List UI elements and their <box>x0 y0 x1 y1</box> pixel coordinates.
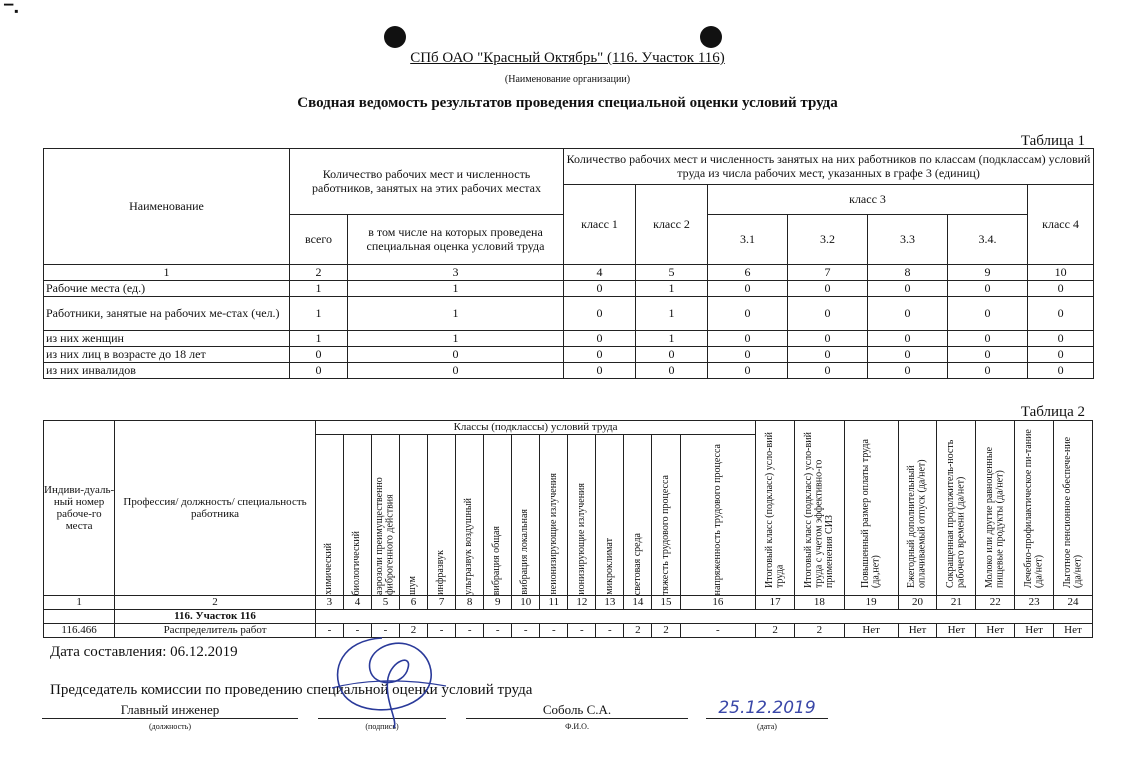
t1-cell: 1 <box>348 281 564 297</box>
t2-col-number: 2 <box>115 596 316 610</box>
t2-col-number: 15 <box>652 596 680 610</box>
t2-header-id: Индиви-дуаль-ный номер рабоче-го места <box>44 421 115 596</box>
t2-col-number: 17 <box>756 596 795 610</box>
t2-cell: - <box>456 624 484 638</box>
t1-cell: 1 <box>636 331 708 347</box>
t2-extra-header: Лечебно-профилактическое пи-тание (да/нет) <box>1015 421 1054 596</box>
t2-extra-header: Льготное пенсионное обеспече-ние (да/нет) <box>1054 421 1093 596</box>
t1-cell: 0 <box>788 281 868 297</box>
t2-extra-header: Сокращенная продолжитель-ность рабочего времени (да/нет) <box>937 421 976 596</box>
t2-factor-header <box>371 435 399 596</box>
table-row <box>44 347 1094 363</box>
t2-factor-header <box>680 435 756 596</box>
t2-cell: - <box>512 624 540 638</box>
t2-col-number: 11 <box>540 596 568 610</box>
t1-cell: 0 <box>636 347 708 363</box>
t1-header-class4: класс 4 <box>1028 185 1094 265</box>
t1-header-including: в том числе на которых проведена специальная оценка условий труда <box>348 215 564 265</box>
t1-header-sub: 3.4. <box>948 215 1028 265</box>
t2-col-number: 5 <box>371 596 399 610</box>
t2-cell: 2 <box>795 624 845 638</box>
date-caption: (дата) <box>757 722 777 731</box>
t1-cell: 0 <box>564 297 636 331</box>
t1-cell: 0 <box>788 347 868 363</box>
t1-header-class2: класс 2 <box>636 185 708 265</box>
t2-cell: Нет <box>844 624 898 638</box>
t2-col-number: 23 <box>1015 596 1054 610</box>
t1-cell: 0 <box>636 363 708 379</box>
document-title: Сводная ведомость результатов проведения специальной оценки условий труда <box>297 95 838 111</box>
t1-cell: 0 <box>788 331 868 347</box>
t1-cell: 0 <box>348 363 564 379</box>
t1-cell: 1 <box>290 297 348 331</box>
t1-header-sub: 3.2 <box>788 215 868 265</box>
t2-cell: Нет <box>898 624 937 638</box>
t2-col-number: 12 <box>568 596 596 610</box>
t2-col-number: 9 <box>484 596 512 610</box>
t2-cell: - <box>428 624 456 638</box>
table-row <box>44 331 1094 347</box>
t2-col-number: 16 <box>680 596 756 610</box>
t2-factor-label: ультразвук воздушный <box>463 498 475 595</box>
t2-col-number: 8 <box>456 596 484 610</box>
t2-cell: 2 <box>400 624 428 638</box>
fio-line <box>466 718 688 719</box>
t1-cell: 0 <box>564 363 636 379</box>
punch-hole <box>700 26 722 48</box>
t2-cell: Нет <box>976 624 1015 638</box>
t2-cell: Нет <box>1015 624 1054 638</box>
t1-cell: 0 <box>708 331 788 347</box>
table-row <box>44 297 1094 331</box>
t2-cell: - <box>680 624 756 638</box>
t2-factor-header <box>484 435 512 596</box>
table-row <box>44 624 1093 638</box>
t2-factor-label: биологический <box>351 530 363 595</box>
t2-profession: Распределитель работ <box>115 624 316 638</box>
commission-chair-title: Председатель комиссии по проведению специальной оценки условий труда <box>50 682 533 698</box>
t1-header-sub: 3.3 <box>868 215 948 265</box>
t1-cell: 0 <box>708 297 788 331</box>
t2-factor-header <box>400 435 428 596</box>
t1-cell: 1 <box>290 331 348 347</box>
t1-cell: 0 <box>868 281 948 297</box>
t1-cell: 0 <box>708 281 788 297</box>
t1-cell: 0 <box>1028 281 1094 297</box>
table2-label: Таблица 2 <box>1020 404 1085 420</box>
t1-cell: 1 <box>636 297 708 331</box>
t2-cell: - <box>484 624 512 638</box>
t1-cell: 1 <box>348 297 564 331</box>
t2-factor-header <box>624 435 652 596</box>
date-line <box>706 718 828 719</box>
t1-cell: 0 <box>290 363 348 379</box>
signed-date: 25.12.2019 <box>718 698 816 718</box>
t1-cell: 0 <box>868 363 948 379</box>
t2-extra-header: Повышенный размер оплаты труда (да,нет) <box>844 421 898 596</box>
t1-cell: 0 <box>708 363 788 379</box>
t2-cell: 2 <box>652 624 680 638</box>
t2-factor-label: тяжесть трудового процесса <box>659 475 671 595</box>
t1-col-number: 5 <box>636 265 708 281</box>
t1-col-number: 3 <box>348 265 564 281</box>
t2-factor-label: аэрозоли преимущественно фиброгенного действия <box>374 477 396 595</box>
t1-col-number: 4 <box>564 265 636 281</box>
t1-header-classes: Количество рабочих мест и численность занятых на них работников по классам (подклассам) условий труда из числа рабочих мест, указанных в графе 3 (единиц) <box>564 149 1094 185</box>
compile-date: Дата составления: 06.12.2019 <box>50 644 238 660</box>
t2-factor-header <box>343 435 371 596</box>
t1-row-name: Работники, занятые на рабочих ме-стах (чел.) <box>44 297 290 331</box>
t1-col-number: 7 <box>788 265 868 281</box>
t1-header-count: Количество рабочих мест и численность работников, занятых на этих рабочих местах <box>290 149 564 215</box>
position-line <box>42 718 298 719</box>
t1-cell: 0 <box>1028 347 1094 363</box>
t2-extra-header: Ежегодный дополнительный оплачиваемый отпуск (да/нет) <box>898 421 937 596</box>
t2-section-empty <box>44 610 115 624</box>
fio-value: Соболь С.А. <box>542 702 612 717</box>
t2-factor-header <box>428 435 456 596</box>
t1-header-sub: 3.1 <box>708 215 788 265</box>
t1-row-name: из них женщин <box>44 331 290 347</box>
signature-caption: (подпись) <box>365 722 399 731</box>
t2-factor-header <box>456 435 484 596</box>
t2-factor-label: ионизирующие излучения <box>575 483 587 595</box>
t2-col-number: 24 <box>1054 596 1093 610</box>
t2-cell: - <box>343 624 371 638</box>
t2-col-number: 6 <box>400 596 428 610</box>
t2-col-number: 4 <box>343 596 371 610</box>
fio-caption: Ф.И.О. <box>565 722 589 731</box>
table-row <box>44 363 1094 379</box>
t1-cell: 0 <box>868 297 948 331</box>
t2-number-row <box>44 596 1093 610</box>
t1-cell: 0 <box>948 297 1028 331</box>
t2-extra-header: Молоко или другие равноценные пищевые продукты (да/нет) <box>976 421 1015 596</box>
t2-header-profession: Профессия/ должность/ специальность работника <box>115 421 316 596</box>
t2-col-number: 10 <box>512 596 540 610</box>
t1-cell: 1 <box>290 281 348 297</box>
t2-col-number: 1 <box>44 596 115 610</box>
t1-cell: 0 <box>564 281 636 297</box>
t2-col-number: 13 <box>596 596 624 610</box>
t2-col-number: 22 <box>976 596 1015 610</box>
t2-cell: - <box>568 624 596 638</box>
t2-factor-label: неионизирующие излучения <box>547 473 559 595</box>
t2-factor-label: напряженность трудового процесса <box>711 443 723 595</box>
t2-col-number: 19 <box>844 596 898 610</box>
t1-col-number: 9 <box>948 265 1028 281</box>
position-value: Главный инженер <box>120 702 220 717</box>
t2-col-number: 21 <box>937 596 976 610</box>
t2-header-classes: Классы (подклассы) условий труда <box>315 421 755 435</box>
t1-cell: 1 <box>636 281 708 297</box>
t1-cell: 0 <box>1028 331 1094 347</box>
t1-header-class3: класс 3 <box>708 185 1028 215</box>
t2-workplace-id: 116.466 <box>44 624 115 638</box>
t2-cell: 2 <box>756 624 795 638</box>
t1-number-row <box>44 265 1094 281</box>
t1-cell: 0 <box>868 331 948 347</box>
t1-col-number: 6 <box>708 265 788 281</box>
t2-factor-label: вибрация общая <box>491 525 503 595</box>
t2-factor-header <box>540 435 568 596</box>
t1-cell: 0 <box>788 297 868 331</box>
t2-cell: 2 <box>624 624 652 638</box>
t1-header-name: Наименование <box>44 149 290 265</box>
organization-caption: (Наименование организации) <box>504 74 631 85</box>
t2-factor-label: шум <box>407 576 419 595</box>
t2-factor-label: инфразвук <box>435 550 447 595</box>
t2-col-number: 14 <box>624 596 652 610</box>
t1-cell: 0 <box>948 281 1028 297</box>
t1-header-class1: класс 1 <box>564 185 636 265</box>
scan-mark: ▔ ▪ <box>4 4 18 18</box>
t2-factor-label: световая среда <box>631 532 643 595</box>
t1-cell: 0 <box>348 347 564 363</box>
t1-cell: 0 <box>948 331 1028 347</box>
t2-col-number: 7 <box>428 596 456 610</box>
t2-cell: - <box>371 624 399 638</box>
t1-cell: 0 <box>564 331 636 347</box>
t2-col-number: 20 <box>898 596 937 610</box>
table1 <box>43 148 1094 379</box>
t2-factor-label: химический <box>323 543 335 595</box>
t1-col-number: 2 <box>290 265 348 281</box>
t2-factor-header <box>315 435 343 596</box>
t2-cell: - <box>540 624 568 638</box>
t2-extra-header: Итоговый класс (подкласс) усло-вий труда <box>756 421 795 596</box>
table2 <box>43 420 1093 638</box>
t1-col-number: 10 <box>1028 265 1094 281</box>
t1-cell: 0 <box>948 363 1028 379</box>
t1-row-name: из них инвалидов <box>44 363 290 379</box>
t2-factor-label: микроклимат <box>603 538 615 595</box>
t2-factor-header <box>568 435 596 596</box>
t2-col-number: 18 <box>795 596 845 610</box>
position-caption: (должность) <box>149 722 191 731</box>
t2-cell: Нет <box>937 624 976 638</box>
t1-cell: 0 <box>708 347 788 363</box>
t2-extra-header: Итоговый класс (подкласс) усло-вий труда с учетом эффективно-го применения СИЗ <box>795 421 845 596</box>
handwritten-signature <box>322 630 452 730</box>
t2-factor-header <box>512 435 540 596</box>
t2-factor-header <box>652 435 680 596</box>
t2-section-empty <box>315 610 1092 624</box>
t2-factor-header <box>596 435 624 596</box>
t1-cell: 0 <box>564 347 636 363</box>
t1-col-number: 1 <box>44 265 290 281</box>
t2-cell: - <box>596 624 624 638</box>
t2-cell: - <box>315 624 343 638</box>
t1-header-total: всего <box>290 215 348 265</box>
table-row <box>44 281 1094 297</box>
table1-label: Таблица 1 <box>1020 133 1085 149</box>
t2-section-name: 116. Участок 116 <box>115 610 316 624</box>
t2-cell: Нет <box>1054 624 1093 638</box>
t1-cell: 1 <box>348 331 564 347</box>
t1-cell: 0 <box>1028 297 1094 331</box>
t1-cell: 0 <box>1028 363 1094 379</box>
t1-cell: 0 <box>788 363 868 379</box>
t1-cell: 0 <box>868 347 948 363</box>
t1-col-number: 8 <box>868 265 948 281</box>
t2-factor-label: вибрация локальная <box>519 509 531 595</box>
organization-name: СПб ОАО "Красный Октябрь" (116. Участок 116) <box>410 50 725 66</box>
t2-col-number: 3 <box>315 596 343 610</box>
t1-row-name: Рабочие места (ед.) <box>44 281 290 297</box>
punch-hole <box>384 26 406 48</box>
t1-cell: 0 <box>948 347 1028 363</box>
t1-cell: 0 <box>290 347 348 363</box>
t1-row-name: из них лиц в возрасте до 18 лет <box>44 347 290 363</box>
